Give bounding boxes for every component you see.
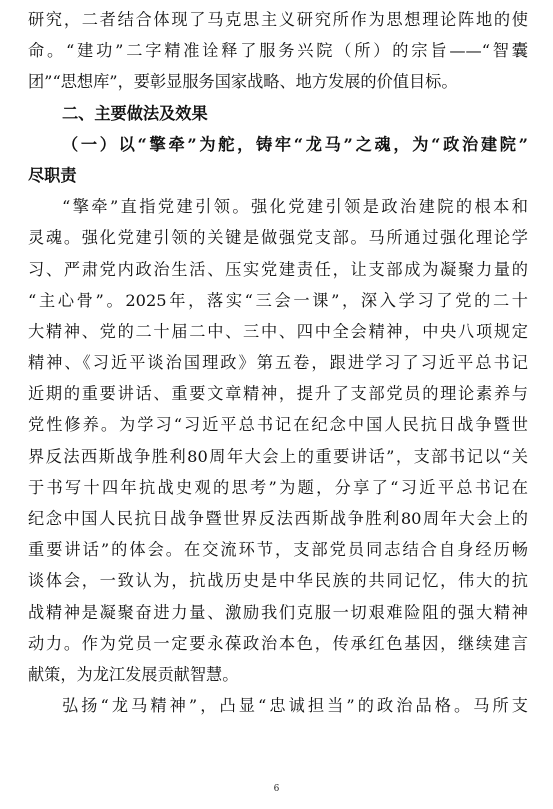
- body-line: 灵魂。强化党建引领的关键是做强党支部。马所通过强化理论学: [28, 228, 528, 248]
- body-line: 近期的重要讲话、重要文章精神，提升了支部党员的理论素养与: [28, 384, 528, 404]
- body-line: 献策，为龙江发展贡献智慧。: [28, 664, 239, 684]
- body-line: 谈体会，一致认为，抗战历史是中华民族的共同记忆，伟大的抗: [28, 571, 528, 591]
- body-line: 团”“思想库”，要彰显服务国家战略、地方发展的价值目标。: [28, 72, 458, 92]
- paragraph-first-line: “擎牵”直指党建引领。强化党建引领是政治建院的根本和: [62, 197, 528, 217]
- body-line: 界反法西斯战争胜利80周年大会上的重要讲话”，支部书记以“关: [28, 446, 528, 466]
- section-heading: 二、主要做法及效果: [62, 103, 208, 123]
- body-line: “主心骨”。2025年，落实“三会一课”，深入学习了党的二十: [28, 290, 528, 310]
- body-line: 精神、《习近平谈治国理政》第五卷，跟进学习了习近平总书记: [28, 353, 528, 373]
- body-line: 重要讲话”的体会。在交流环节，支部党员同志结合自身经历畅: [28, 540, 528, 560]
- subsection-heading: （一）以“擎牵”为舵，铸牢“龙马”之魂，为“政治建院”: [62, 134, 528, 154]
- body-line: 党性修养。为学习“习近平总书记在纪念中国人民抗日战争暨世: [28, 415, 528, 435]
- body-line: 纪念中国人民抗日战争暨世界反法西斯战争胜利80周年大会上的: [28, 509, 528, 528]
- body-line: 大精神、党的二十届二中、三中、四中全会精神，中央八项规定: [28, 321, 528, 341]
- document-page: [28, 4, 528, 721]
- body-line: 研究，二者结合体现了马克思主义研究所作为思想理论阵地的使: [28, 10, 528, 29]
- page-number: 6: [273, 784, 280, 794]
- paragraph-first-line: 弘扬“龙马精神”，凸显“忠诚担当”的政治品格。马所支: [62, 696, 528, 716]
- body-line: 于书写十四年抗战史观的思考”为题，分享了“习近平总书记在: [28, 477, 528, 497]
- subsection-heading-continued: 尽职责: [28, 165, 77, 185]
- body-line: 命。“建功”二字精准诠释了服务兴院（所）的宗旨——“智囊: [28, 41, 528, 61]
- body-line: 动力。作为党员一定要永葆政治本色，传承红色基因，继续建言: [28, 633, 528, 653]
- body-line: 战精神是凝聚奋进力量、激励我们克服一切艰难险阻的强大精神: [28, 602, 528, 622]
- body-line: 习、严肃党内政治生活、压实党建责任，让支部成为凝聚力量的: [28, 259, 528, 279]
